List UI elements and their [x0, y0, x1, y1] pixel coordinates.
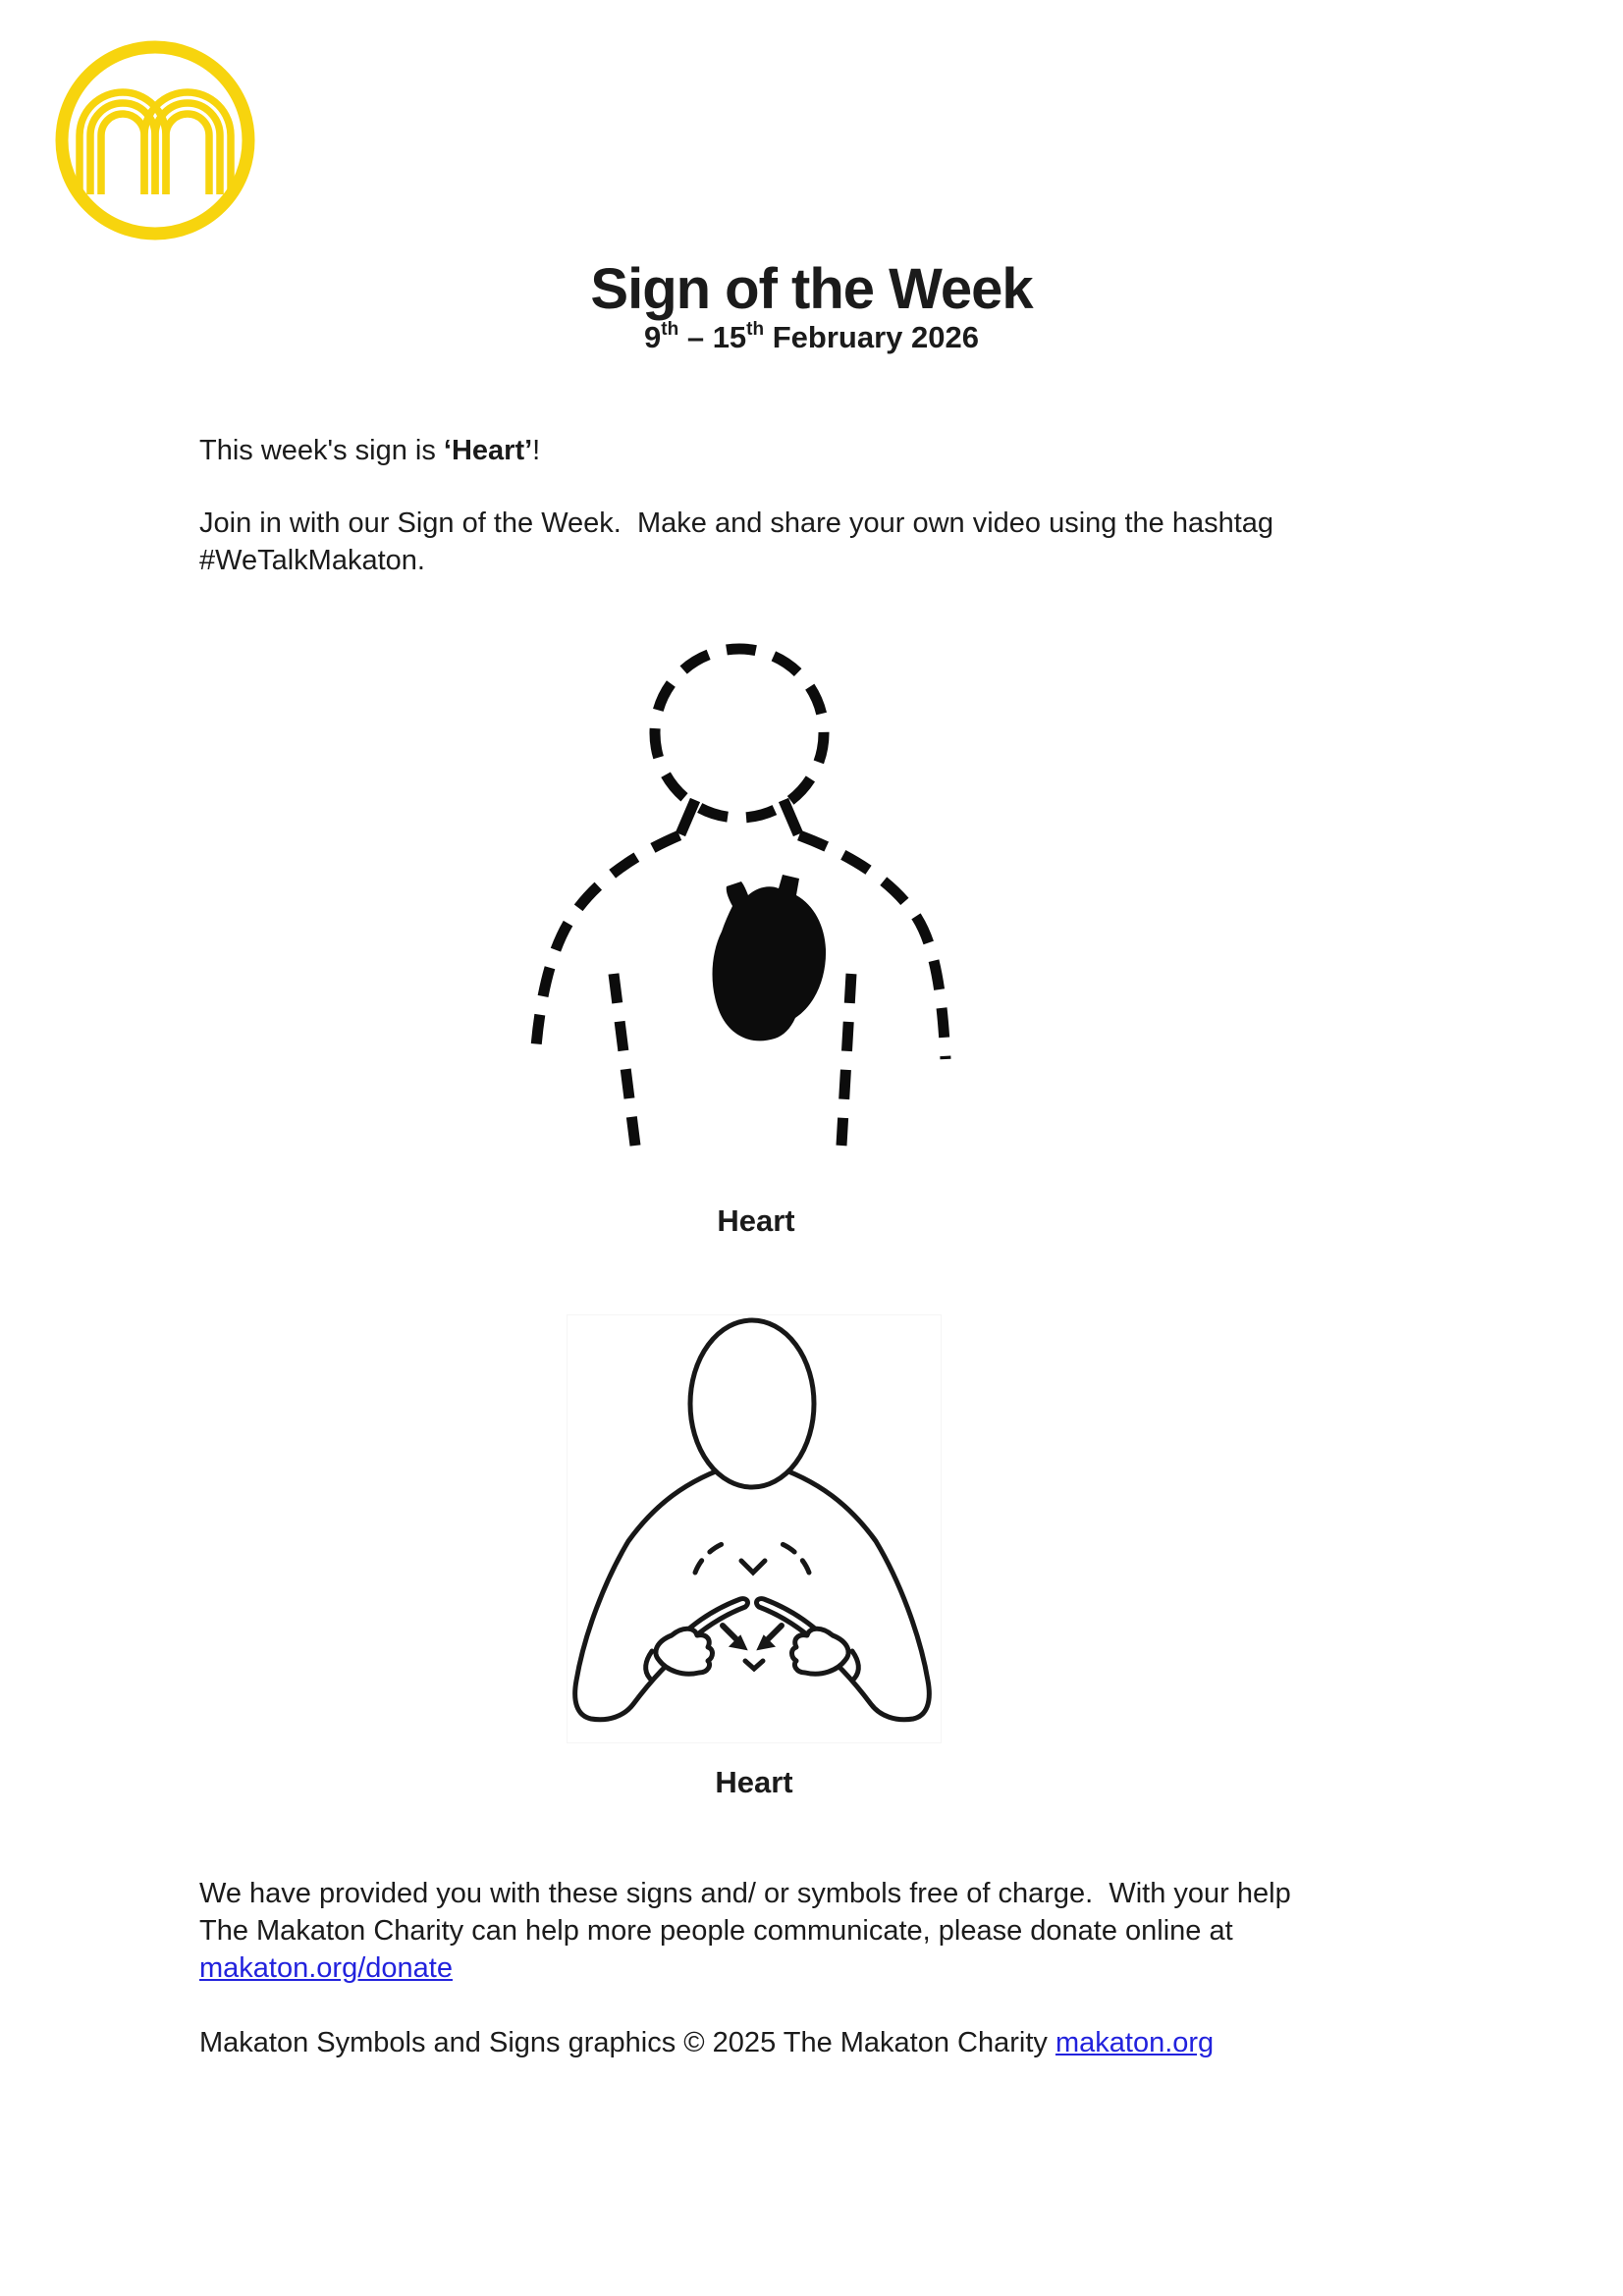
date-ordinal-end: th [746, 318, 765, 340]
date-ordinal-start: th [661, 318, 679, 340]
symbol-caption: Heart [717, 1203, 795, 1238]
footer-line1: We have provided you with these signs and/ or symbols free of charge. With your help [199, 1878, 1291, 1909]
hashtag-paragraph-line1: Join in with our Sign of the Week. Make and share your own video using the hashtag [199, 507, 1274, 539]
heart-organ-shape [713, 875, 827, 1041]
credit-line [199, 2024, 1495, 2061]
date-range [0, 318, 1623, 354]
donate-link-line [199, 1949, 1495, 1987]
heart-symbol-illustration [522, 643, 974, 1158]
makaton-logo-svg [54, 39, 256, 241]
heart-symbol-svg [522, 643, 974, 1158]
date-separator: – [678, 320, 713, 354]
intro-text-prefix: This week's sign is [199, 435, 444, 466]
intro-paragraph [199, 432, 1476, 469]
date-month-year: February 2026 [764, 320, 979, 354]
makaton-logo-icon [54, 39, 256, 241]
footer [199, 1875, 1495, 2061]
sign-caption: Heart [715, 1765, 793, 1799]
makaton-org-link[interactable]: makaton.org [1055, 2027, 1215, 2058]
credit-text: Makaton Symbols and Signs graphics © 2025 The Makaton Charity [199, 2027, 1055, 2058]
heart-sign-svg [568, 1315, 941, 1742]
heart-sign-illustration [568, 1315, 941, 1742]
date-day-end: 15 [712, 320, 747, 354]
footer-spacer [199, 1987, 1495, 2024]
hashtag-paragraph-line2: #WeTalkMakaton. [199, 545, 425, 576]
page-title: Sign of the Week [590, 257, 1033, 321]
sign-name: ‘Heart’ [443, 435, 533, 466]
donate-link[interactable]: makaton.org/donate [199, 1952, 453, 1984]
intro-text-suffix: ! [532, 435, 541, 466]
footer-line2: The Makaton Charity can help more people communicate, please donate online at [199, 1915, 1233, 1947]
hashtag-paragraph [199, 505, 1476, 579]
date-day-start: 9 [644, 320, 662, 354]
